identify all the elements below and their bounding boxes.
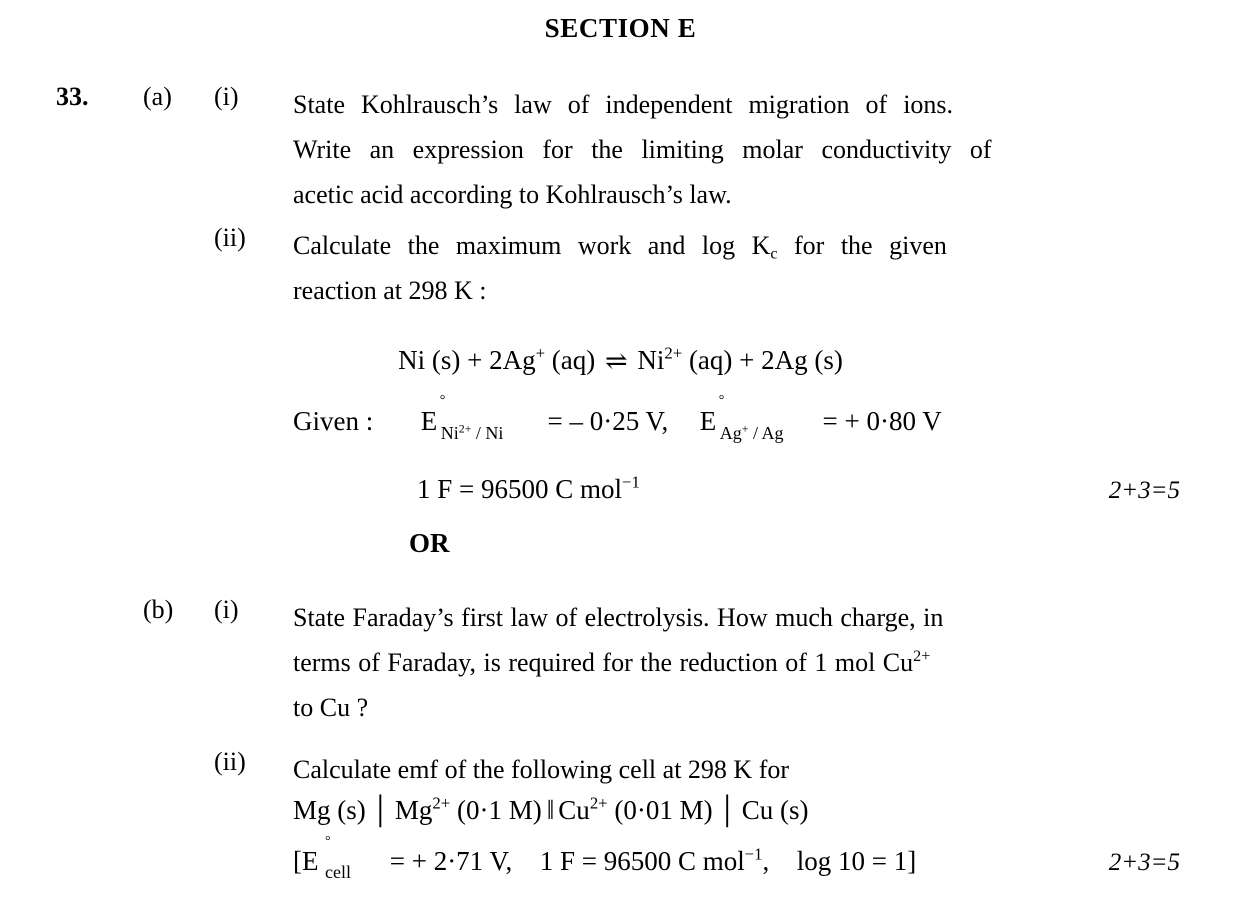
question-33-a-i-line-2: Write an expression for the limiting molar conductivity of [293,135,992,164]
sub-part-label-b-i: (i) [214,595,239,624]
log-ten-value: log 10 = 1] [796,846,917,876]
e-symbol-silver: E [699,406,717,436]
standard-cell-potential [293,834,371,882]
question-33-a-ii-text [293,223,1117,313]
question-33-b-i-line-3: to Cu ? [293,693,369,722]
silver-couple-rest: / Ag [748,423,784,443]
magnesium-ion-charge: 2+ [432,793,451,813]
salt-bridge-bar-icon: ‖ [546,795,554,825]
marks-part-a: 2+3=5 [1108,477,1180,504]
question-33-a-ii-line-1-b: for the given [777,231,947,260]
faraday-constant-line [417,474,640,505]
e-symbol: E [420,406,438,436]
degree-superscript-icon-silver: ° [718,393,725,408]
cell-faraday-comma: , [762,846,770,876]
electrochemical-cell-notation [293,795,809,826]
equation-product-nickel-ion: Ni [630,345,665,375]
silver-couple-subscript [720,423,784,444]
marks-part-b: 2+3=5 [1108,849,1180,876]
silver-subscript-charge: + [741,421,749,436]
cell-subscript: cell [325,862,351,882]
question-33-b-i-line-2-text: terms of Faraday, is required for the reduction of 1 mol Cu [293,648,914,677]
question-33-b-ii-text [293,747,1117,792]
faraday-exponent: −1 [622,472,640,492]
phase-boundary-bar-icon-1: │ [370,795,390,825]
sub-part-label-ii: (ii) [214,223,246,252]
cell-anode: Mg (s) [293,795,366,825]
nickel-species: Ni [440,423,459,443]
question-33-a-ii-line-1 [293,223,1117,268]
equation-reactant-state: (aq) [545,345,602,375]
log-kc-subscript: c [770,245,778,263]
question-33-a-ii-line-2: reaction at 298 K : [293,276,487,305]
question-33-b-i-line-1: State Faraday’s first law of electrolysis. How much charge, in [293,603,944,632]
standard-potential-silver [699,393,803,443]
cell-faraday-constant: 1 F = 96500 C mol [539,846,745,876]
cell-anode-concentration: (0·1 M) [450,795,542,825]
silver-species: Ag [719,423,742,443]
equation-product-tail: (aq) + 2Ag (s) [682,345,843,375]
silver-potential-value: = + 0·80 V [822,406,942,436]
cell-anode-ion: Mg [394,795,433,825]
nickel-couple-rest: / Ni [471,423,504,443]
silver-ion-charge: + [535,343,546,363]
part-label-a: (a) [143,82,172,111]
copper-ion-charge-cell: 2+ [589,793,608,813]
question-33-a-i-line-1: State Kohlrausch’s law of independent migration of ions. [293,90,954,119]
standard-potential-nickel [420,393,528,443]
question-number: 33. [56,82,89,111]
cell-faraday-exponent: −1 [744,844,763,864]
cell-cathode: Cu (s) [741,795,809,825]
e-cell-open-bracket: [E [293,846,319,876]
cell-cathode-ion: Cu [558,795,590,825]
question-33-a-i-text [293,82,1117,217]
given-data-line [293,393,942,443]
degree-superscript-icon: ° [439,393,446,408]
equation-reactant-nickel: Ni (s) + 2Ag [398,345,536,375]
sub-part-label-i: (i) [214,82,239,111]
question-33-b-i-line-2 [293,640,1117,685]
cell-cathode-concentration: (0·01 M) [607,795,713,825]
question-33-b-ii-line-1: Calculate emf of the following cell at 298 K for [293,755,790,784]
page-title: SECTION E [544,13,697,43]
cell-given-data-line [293,834,917,882]
question-33-b-i-text [293,595,1117,730]
copper-ion-charge: 2+ [913,648,931,666]
degree-superscript-icon-cell: ° [325,834,331,849]
nickel-ion-charge: 2+ [664,343,683,363]
faraday-constant-text: 1 F = 96500 C mol [417,474,623,504]
chemical-equation [0,345,1241,376]
phase-boundary-bar-icon-2: │ [717,795,737,825]
part-label-b: (b) [143,595,174,624]
nickel-potential-value: = – 0·25 V, [547,406,669,436]
or-separator-label: OR [409,528,450,558]
nickel-subscript-charge: 2+ [458,421,472,436]
nickel-couple-subscript [441,423,504,444]
question-33-a-ii-line-1-a: Calculate the maximum work and log K [293,231,771,260]
equilibrium-arrow-icon: ⇌ [605,346,628,376]
question-33-a-i-line-3: acetic acid according to Kohlrausch’s law. [293,180,732,209]
sub-part-label-b-ii: (ii) [214,747,246,776]
cell-emf-value: = + 2·71 V, [389,846,513,876]
given-label: Given : [293,406,374,436]
